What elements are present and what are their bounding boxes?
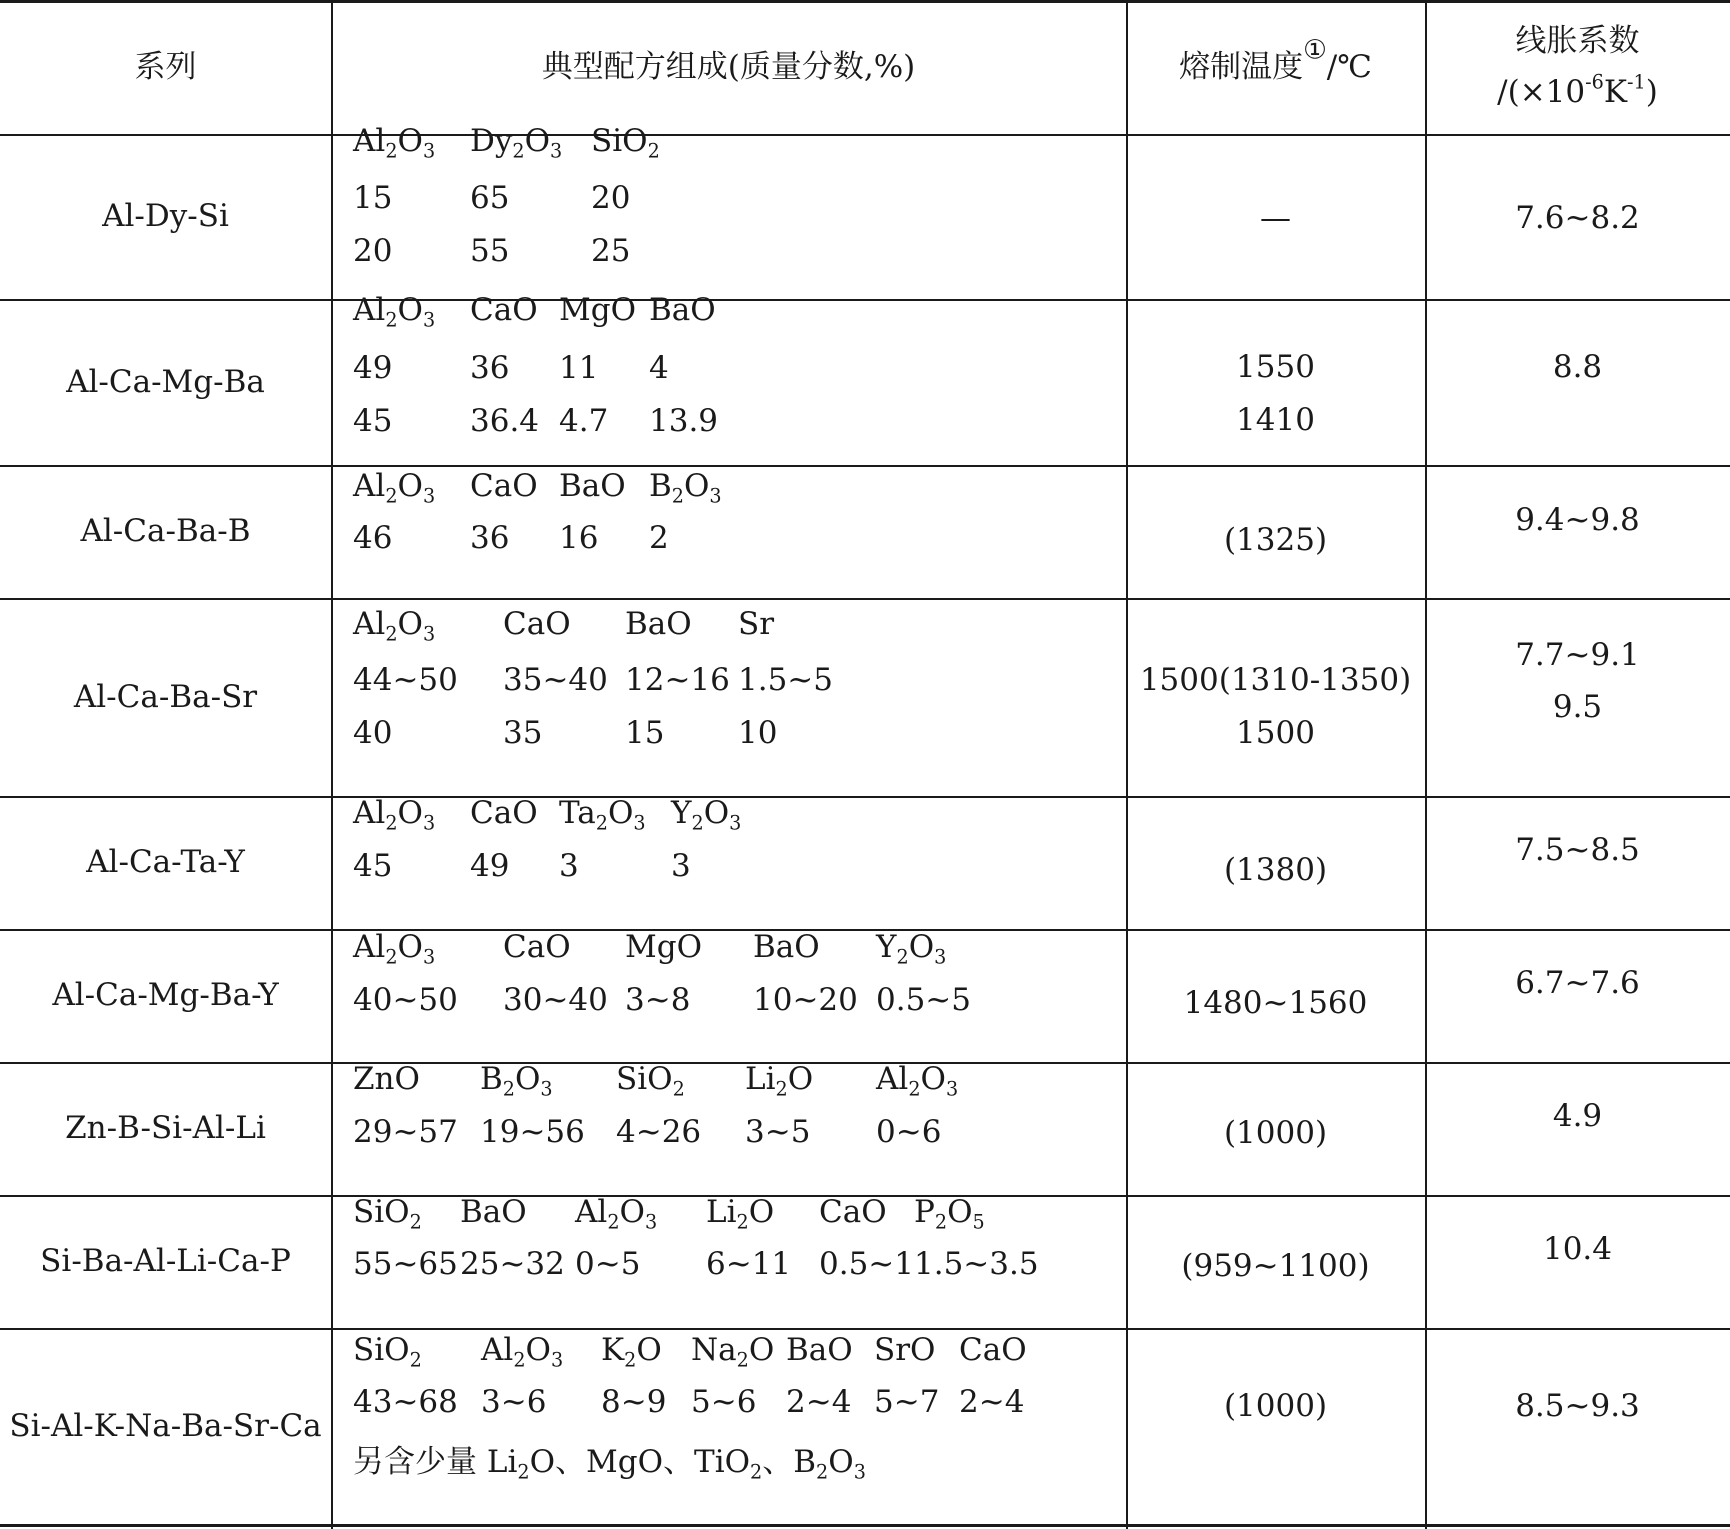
composition-value: 15 bbox=[353, 180, 393, 216]
footnote-marker: ① bbox=[1303, 35, 1327, 66]
series-cell: Al-Ca-Ta-Y bbox=[86, 844, 245, 881]
oxide-label: BaO bbox=[460, 1194, 527, 1230]
thermal-expansion-value: 7.5~8.5 bbox=[1515, 831, 1640, 868]
composition-value: 0.5~1 bbox=[819, 1246, 914, 1282]
oxide-label: $Na_2O$ bbox=[691, 1332, 775, 1372]
composition-value: 19~56 bbox=[480, 1114, 585, 1150]
oxide-label: MgO bbox=[625, 929, 703, 965]
oxide-label: BaO bbox=[753, 929, 820, 965]
header-thermal-expansion bbox=[1425, 0, 1730, 134]
oxide-label: $B_2O_3$ bbox=[649, 468, 722, 508]
composition-value: 25 bbox=[591, 233, 631, 269]
thermal-expansion-value: 8.8 bbox=[1552, 348, 1603, 385]
composition-value: 20 bbox=[353, 233, 393, 269]
header-cte-unit: $/(\times 10^{-6}K^{-1})$ bbox=[1497, 70, 1658, 110]
oxide-label: BaO bbox=[786, 1332, 853, 1368]
melting-temperature-value: 1500(1310-1350) bbox=[1139, 661, 1412, 698]
composition-value: 3 bbox=[559, 848, 579, 884]
melting-temperature-value: (1325) bbox=[1223, 521, 1328, 558]
composition-value: 4.7 bbox=[559, 403, 609, 439]
composition-cell bbox=[331, 796, 1126, 929]
composition-cell bbox=[331, 292, 1126, 465]
oxide-label: BaO bbox=[559, 468, 626, 504]
composition-value: 30~40 bbox=[503, 982, 608, 1018]
composition-value: 16 bbox=[559, 520, 599, 556]
thermal-expansion-value: 6.7~7.6 bbox=[1515, 964, 1640, 1001]
composition-value: 45 bbox=[353, 848, 393, 884]
oxide-label: $Al_2O_3$ bbox=[353, 292, 436, 332]
series-cell: Al-Ca-Mg-Ba bbox=[66, 363, 265, 400]
composition-value: 1.5~5 bbox=[738, 662, 833, 698]
composition-value: 49 bbox=[353, 350, 393, 386]
oxide-label: $Al_2O_3$ bbox=[353, 606, 436, 646]
oxide-label: $Li_2O$ bbox=[706, 1194, 775, 1234]
oxide-label: $Dy_2O_3$ bbox=[470, 123, 563, 163]
composition-value: 12~16 bbox=[625, 662, 730, 698]
melting-temperature-value: 1410 bbox=[1236, 401, 1315, 438]
composition-value: 36.4 bbox=[470, 403, 540, 439]
composition-value: 1.5~3.5 bbox=[914, 1246, 1039, 1282]
composition-value: 4~26 bbox=[616, 1114, 702, 1150]
composition-value: 2~4 bbox=[959, 1384, 1025, 1420]
series-cell: Si-Ba-Al-Li-Ca-P bbox=[40, 1243, 291, 1280]
thermal-expansion-value: 9.4~9.8 bbox=[1515, 501, 1640, 538]
series-cell: Al-Ca-Mg-Ba-Y bbox=[52, 977, 279, 1014]
composition-cell bbox=[331, 1328, 1126, 1524]
melting-temperature-value: (1380) bbox=[1223, 851, 1328, 888]
oxide-label: $P_2O_5$ bbox=[914, 1194, 985, 1234]
oxide-label: $B_2O_3$ bbox=[480, 1061, 553, 1101]
composition-value: 13.9 bbox=[649, 403, 719, 439]
thermal-expansion-value: 8.5~9.3 bbox=[1515, 1387, 1640, 1424]
oxide-label: BaO bbox=[625, 606, 692, 642]
composition-value: 65 bbox=[470, 180, 510, 216]
composition-cell bbox=[331, 123, 1126, 299]
table-bottom-rule bbox=[0, 1524, 1730, 1527]
series-cell: Zn-B-Si-Al-Li bbox=[65, 1110, 266, 1147]
composition-value: 10 bbox=[738, 715, 778, 751]
thermal-expansion-value: 9.5 bbox=[1552, 688, 1603, 725]
oxide-label: $Al_2O_3$ bbox=[353, 468, 436, 508]
thermal-expansion-value: 7.6~8.2 bbox=[1515, 199, 1640, 236]
composition-value: 25~32 bbox=[460, 1246, 565, 1282]
composition-value: 55 bbox=[470, 233, 510, 269]
composition-value: 3~6 bbox=[481, 1384, 547, 1420]
oxide-label: MgO bbox=[559, 292, 637, 328]
composition-value: 8~9 bbox=[601, 1384, 667, 1420]
oxide-label: ZnO bbox=[353, 1061, 420, 1097]
composition-value: 15 bbox=[625, 715, 665, 751]
oxide-label: $Al_2O_3$ bbox=[353, 929, 436, 969]
melting-temperature-value: (1000) bbox=[1223, 1387, 1328, 1424]
melting-temperature-value: (959~1100) bbox=[1181, 1247, 1370, 1284]
melting-temperature-value: — bbox=[1260, 199, 1291, 236]
oxide-label: $Al_2O_3$ bbox=[481, 1332, 564, 1372]
composition-cell bbox=[331, 929, 1126, 1062]
composition-value: 36 bbox=[470, 520, 510, 556]
composition-note: 另含少量 $Li_2O$、MgO、TiO$_2$、$B_2O_3$ bbox=[353, 1444, 866, 1484]
oxide-label: CaO bbox=[470, 468, 538, 504]
oxide-label: CaO bbox=[959, 1332, 1027, 1368]
composition-value: 11 bbox=[559, 350, 599, 386]
oxide-label: $K_2O$ bbox=[601, 1332, 662, 1372]
composition-value: 35~40 bbox=[503, 662, 608, 698]
oxide-label: BaO bbox=[649, 292, 716, 328]
thermal-expansion-value: 7.7~9.1 bbox=[1515, 636, 1640, 673]
composition-cell bbox=[331, 1062, 1126, 1195]
header-cte-title: 线胀系数 bbox=[1515, 23, 1640, 60]
header-composition-label: 典型配方组成(质量分数,%) bbox=[541, 48, 916, 85]
oxide-label: SrO bbox=[874, 1332, 936, 1368]
header-series-label: 系列 bbox=[134, 48, 197, 85]
oxide-label: $Y_2O_3$ bbox=[671, 795, 742, 835]
composition-value: 40 bbox=[353, 715, 393, 751]
oxide-label: Sr bbox=[738, 606, 775, 642]
composition-value: 5~7 bbox=[874, 1384, 940, 1420]
melting-temperature-value: 1480~1560 bbox=[1183, 984, 1368, 1021]
composition-value: 0.5~5 bbox=[876, 982, 971, 1018]
composition-value: 40~50 bbox=[353, 982, 458, 1018]
composition-value: 3 bbox=[671, 848, 691, 884]
oxide-label: $Al_2O_3$ bbox=[353, 795, 436, 835]
oxide-label: CaO bbox=[819, 1194, 887, 1230]
composition-value: 29~57 bbox=[353, 1114, 458, 1150]
series-cell: Al-Ca-Ba-B bbox=[80, 513, 251, 550]
oxide-label: CaO bbox=[470, 292, 538, 328]
series-cell: Si-Al-K-Na-Ba-Sr-Ca bbox=[9, 1407, 322, 1444]
oxide-label: SiO$_2$ bbox=[616, 1061, 685, 1101]
composition-value: 49 bbox=[470, 848, 510, 884]
composition-value: 45 bbox=[353, 403, 393, 439]
composition-value: 0~5 bbox=[575, 1246, 641, 1282]
composition-value: 36 bbox=[470, 350, 510, 386]
oxide-label: SiO$_2$ bbox=[353, 1332, 422, 1372]
composition-value: 5~6 bbox=[691, 1384, 757, 1420]
oxide-label: SiO$_2$ bbox=[591, 123, 660, 163]
oxide-label: CaO bbox=[503, 929, 571, 965]
oxide-label: CaO bbox=[470, 795, 538, 831]
oxide-label: $Al_2O_3$ bbox=[876, 1061, 959, 1101]
composition-value: 6~11 bbox=[706, 1246, 792, 1282]
melting-temperature-value: 1500 bbox=[1236, 714, 1315, 751]
oxide-label: CaO bbox=[503, 606, 571, 642]
header-melting-temperature bbox=[1126, 0, 1425, 134]
oxide-label: $Li_2O$ bbox=[745, 1061, 814, 1101]
composition-cell bbox=[331, 465, 1126, 598]
composition-value: 10~20 bbox=[753, 982, 858, 1018]
composition-value: 3~8 bbox=[625, 982, 691, 1018]
composition-value: 4 bbox=[649, 350, 669, 386]
composition-cell bbox=[331, 598, 1126, 796]
composition-value: 46 bbox=[353, 520, 393, 556]
header-composition bbox=[331, 0, 1126, 134]
composition-value: 0~6 bbox=[876, 1114, 942, 1150]
header-temp-label: 熔制温度①/℃ bbox=[1179, 35, 1372, 85]
oxide-label: $Ta_2O_3$ bbox=[559, 795, 646, 835]
composition-value: 2 bbox=[649, 520, 669, 556]
composition-value: 2~4 bbox=[786, 1384, 852, 1420]
thermal-expansion-value: 10.4 bbox=[1542, 1230, 1613, 1267]
oxide-label: $Al_2O_3$ bbox=[575, 1194, 658, 1234]
composition-cell bbox=[331, 1195, 1126, 1328]
oxide-label: $Y_2O_3$ bbox=[876, 929, 947, 969]
series-cell: Al-Dy-Si bbox=[102, 198, 229, 235]
series-cell: Al-Ca-Ba-Sr bbox=[73, 678, 258, 715]
melting-temperature-value: 1550 bbox=[1236, 348, 1315, 385]
oxide-label: SiO$_2$ bbox=[353, 1194, 422, 1234]
composition-value: 43~68 bbox=[353, 1384, 458, 1420]
composition-value: 20 bbox=[591, 180, 631, 216]
oxide-label: $Al_2O_3$ bbox=[353, 123, 436, 163]
header-series bbox=[0, 0, 331, 134]
composition-value: 55~65 bbox=[353, 1246, 458, 1282]
composition-value: 3~5 bbox=[745, 1114, 811, 1150]
melting-temperature-value: (1000) bbox=[1223, 1114, 1328, 1151]
thermal-expansion-value: 4.9 bbox=[1552, 1097, 1603, 1134]
composition-value: 35 bbox=[503, 715, 543, 751]
composition-value: 44~50 bbox=[353, 662, 458, 698]
